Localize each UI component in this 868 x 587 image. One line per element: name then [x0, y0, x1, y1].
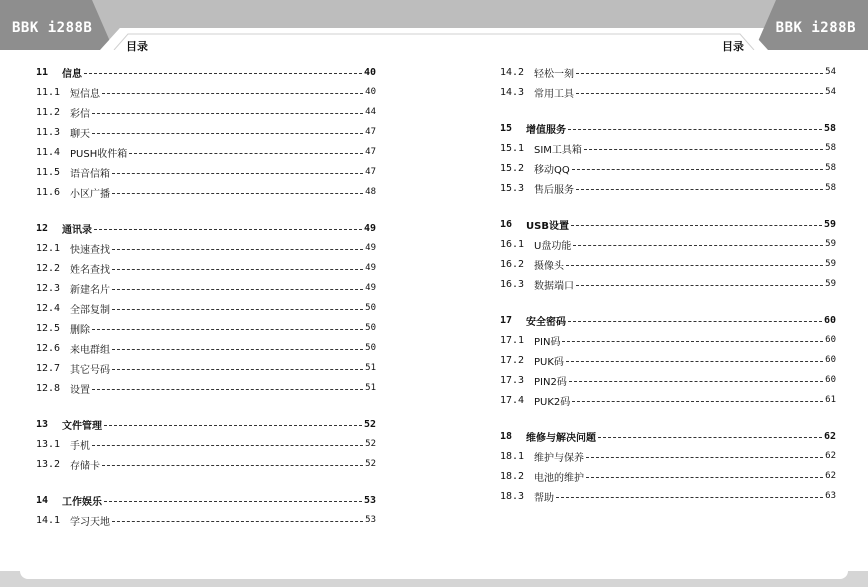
entry-number: 11.4 [36, 146, 61, 158]
dot-leader [112, 521, 363, 522]
dot-leader [572, 401, 823, 402]
entry-title: 删除 [70, 324, 90, 336]
entry-title: SIM工具箱 [534, 144, 582, 156]
entry-number: 12.7 [36, 362, 61, 374]
dot-leader [584, 149, 823, 150]
dot-leader [568, 321, 822, 322]
entry-page-number: 62 [825, 471, 836, 481]
dot-leader [112, 173, 363, 174]
entry-page-number: 51 [365, 383, 376, 393]
toc-entry-row[interactable] [36, 338, 376, 358]
toc-entry-row[interactable] [36, 238, 376, 258]
entry-number: 13.1 [36, 438, 61, 450]
entry-title: 全部复制 [70, 304, 110, 316]
section-number: 15 [500, 122, 513, 134]
entry-page-number: 59 [825, 239, 836, 249]
dot-leader [92, 389, 363, 390]
entry-title: 新建名片 [70, 284, 110, 296]
toc-entry-row[interactable] [500, 350, 836, 370]
entry-title: 学习天地 [70, 516, 110, 528]
toc-entry-row[interactable] [36, 278, 376, 298]
entry-number: 16.2 [500, 258, 525, 270]
dot-leader [94, 229, 362, 230]
toc-entry-row[interactable] [500, 254, 836, 274]
toc-section-row[interactable] [36, 218, 376, 238]
entry-page-number: 54 [825, 87, 836, 97]
dot-leader [571, 225, 822, 226]
entry-page-number: 50 [365, 343, 376, 353]
entry-title: 手机 [70, 440, 90, 452]
dot-leader [576, 189, 823, 190]
entry-page-number: 58 [825, 143, 836, 153]
entry-number: 15.3 [500, 182, 525, 194]
toc-section-row[interactable] [500, 426, 836, 446]
toc-entry-row[interactable] [500, 466, 836, 486]
section-number: 12 [36, 222, 49, 234]
entry-number: 17.2 [500, 354, 525, 366]
entry-number: 11.6 [36, 186, 61, 198]
entry-page-number: 63 [825, 491, 836, 501]
toc-entry-row[interactable] [500, 390, 836, 410]
toc-entry-row[interactable] [36, 510, 376, 530]
section-page-number: 59 [823, 218, 836, 230]
page-title-left: 目录 [126, 40, 148, 53]
entry-title: 彩信 [70, 108, 90, 120]
entry-page-number: 59 [825, 279, 836, 289]
toc-section-row[interactable] [500, 118, 836, 138]
entry-number: 14.1 [36, 514, 61, 526]
entry-page-number: 51 [365, 363, 376, 373]
entry-title: 存储卡 [70, 460, 100, 472]
entry-page-number: 62 [825, 451, 836, 461]
entry-title: 电池的维护 [534, 472, 584, 484]
entry-number: 12.4 [36, 302, 61, 314]
dot-leader [104, 425, 362, 426]
dot-leader [586, 477, 823, 478]
entry-title: 数据端口 [534, 280, 574, 292]
entry-number: 17.3 [500, 374, 525, 386]
entry-page-number: 61 [825, 395, 836, 405]
entry-number: 14.2 [500, 66, 525, 78]
toc-column-right [500, 62, 836, 522]
entry-number: 16.1 [500, 238, 525, 250]
toc-entry-row[interactable] [500, 234, 836, 254]
section-title: 维修与解决问题 [526, 432, 596, 444]
entry-page-number: 60 [825, 355, 836, 365]
entry-title: U盘功能 [534, 240, 572, 252]
page-title-right: 目录 [722, 40, 744, 53]
entry-title: PUSH收件箱 [70, 148, 128, 160]
entry-number: 11.2 [36, 106, 61, 118]
entry-title: 来电群组 [70, 344, 110, 356]
entry-number: 16.3 [500, 278, 525, 290]
toc-group [500, 214, 836, 294]
dot-leader [586, 457, 823, 458]
section-title: 安全密码 [526, 316, 566, 328]
dot-leader [568, 129, 822, 130]
section-number: 16 [500, 218, 513, 230]
section-number: 14 [36, 494, 49, 506]
toc-group [36, 218, 376, 398]
section-title: 文件管理 [62, 420, 102, 432]
entry-number: 15.1 [500, 142, 525, 154]
dot-leader [102, 465, 363, 466]
entry-number: 12.1 [36, 242, 61, 254]
dot-leader [566, 361, 823, 362]
entry-number: 12.8 [36, 382, 61, 394]
toc-entry-row[interactable] [36, 378, 376, 398]
entry-page-number: 47 [365, 127, 376, 137]
entry-page-number: 47 [365, 147, 376, 157]
dot-leader [598, 437, 822, 438]
toc-section-row[interactable] [36, 414, 376, 434]
toc-entry-row[interactable] [500, 274, 836, 294]
dot-leader [92, 329, 363, 330]
entry-page-number: 52 [365, 459, 376, 469]
dot-leader [573, 245, 823, 246]
entry-page-number: 54 [825, 67, 836, 77]
toc-column-left [36, 62, 376, 546]
entry-number: 18.1 [500, 450, 525, 462]
entry-page-number: 47 [365, 167, 376, 177]
toc-entry-row[interactable] [36, 82, 376, 102]
toc-entry-row[interactable] [36, 358, 376, 378]
entry-title: 维护与保养 [534, 452, 584, 464]
dot-leader [112, 269, 363, 270]
entry-number: 17.1 [500, 334, 525, 346]
entry-title: 轻松一刻 [534, 68, 574, 80]
entry-page-number: 49 [365, 263, 376, 273]
section-page-number: 52 [363, 418, 376, 430]
entry-title: 帮助 [534, 492, 554, 504]
entry-number: 18.2 [500, 470, 525, 482]
entry-page-number: 58 [825, 183, 836, 193]
dot-leader [562, 341, 823, 342]
entry-number: 17.4 [500, 394, 525, 406]
entry-number: 11.5 [36, 166, 61, 178]
toc-entry-row[interactable] [36, 122, 376, 142]
toc-group [500, 62, 836, 102]
toc-entry-row[interactable] [36, 142, 376, 162]
toc-section-row[interactable] [500, 214, 836, 234]
section-number: 18 [500, 430, 513, 442]
entry-number: 12.3 [36, 282, 61, 294]
entry-page-number: 40 [365, 87, 376, 97]
toc-entry-row[interactable] [500, 486, 836, 506]
toc-entry-row[interactable] [500, 82, 836, 102]
entry-page-number: 58 [825, 163, 836, 173]
entry-number: 14.3 [500, 86, 525, 98]
entry-title: 售后服务 [534, 184, 574, 196]
entry-title: PIN2码 [534, 376, 567, 388]
dot-leader [566, 265, 823, 266]
entry-title: 其它号码 [70, 364, 110, 376]
section-page-number: 53 [363, 494, 376, 506]
entry-title: 移动QQ [534, 164, 570, 176]
toc-section-row[interactable] [500, 310, 836, 330]
entry-number: 12.5 [36, 322, 61, 334]
section-title: USB设置 [526, 220, 569, 232]
toc-group [36, 414, 376, 474]
toc-entry-row[interactable] [36, 434, 376, 454]
section-title: 通讯录 [62, 224, 92, 236]
toc-entry-row[interactable] [36, 454, 376, 474]
entry-title: 语音信箱 [70, 168, 110, 180]
entry-page-number: 49 [365, 283, 376, 293]
dot-leader [576, 93, 823, 94]
entry-page-number: 60 [825, 335, 836, 345]
section-number: 17 [500, 314, 513, 326]
toc-entry-row[interactable] [36, 162, 376, 182]
entry-page-number: 50 [365, 323, 376, 333]
toc-entry-row[interactable] [36, 258, 376, 278]
entry-title: 常用工具 [534, 88, 574, 100]
toc-entry-row[interactable] [36, 182, 376, 202]
dot-leader [572, 169, 823, 170]
section-page-number: 58 [823, 122, 836, 134]
dot-leader [576, 73, 823, 74]
section-number: 13 [36, 418, 49, 430]
entry-title: 姓名查找 [70, 264, 110, 276]
dot-leader [112, 309, 363, 310]
entry-page-number: 50 [365, 303, 376, 313]
section-page-number: 40 [363, 66, 376, 78]
toc-entry-row[interactable] [500, 330, 836, 350]
section-page-number: 49 [363, 222, 376, 234]
entry-title: 设置 [70, 384, 90, 396]
dot-leader [112, 193, 363, 194]
entry-number: 11.3 [36, 126, 61, 138]
entry-page-number: 53 [365, 515, 376, 525]
section-title: 增值服务 [526, 124, 566, 136]
dot-leader [104, 501, 362, 502]
toc-entry-row[interactable] [36, 298, 376, 318]
section-page-number: 62 [823, 430, 836, 442]
entry-page-number: 52 [365, 439, 376, 449]
entry-title: 摄像头 [534, 260, 564, 272]
brand-logo-right: BBK i288B [775, 20, 856, 36]
toc-group [500, 118, 836, 198]
toc-section-row[interactable] [36, 490, 376, 510]
footer-bar [0, 571, 868, 587]
dot-leader [129, 153, 363, 154]
entry-title: PIN码 [534, 336, 561, 348]
brand-logo-left: BBK i288B [12, 20, 93, 36]
toc-group [36, 62, 376, 202]
toc-group [500, 310, 836, 410]
entry-number: 18.3 [500, 490, 525, 502]
toc-entry-row[interactable] [500, 446, 836, 466]
toc-entry-row[interactable] [500, 370, 836, 390]
section-page-number: 60 [823, 314, 836, 326]
entry-title: PUK2码 [534, 396, 571, 408]
entry-title: 短信息 [70, 88, 100, 100]
toc-entry-row[interactable] [36, 102, 376, 122]
entry-number: 15.2 [500, 162, 525, 174]
entry-title: 快速查找 [70, 244, 110, 256]
toc-section-row[interactable] [36, 62, 376, 82]
section-number: 11 [36, 66, 49, 78]
dot-leader [569, 381, 823, 382]
dot-leader [112, 249, 363, 250]
toc-entry-row[interactable] [500, 178, 836, 198]
dot-leader [84, 73, 362, 74]
dot-leader [112, 369, 363, 370]
dot-leader [92, 113, 363, 114]
entry-number: 12.6 [36, 342, 61, 354]
entry-page-number: 48 [365, 187, 376, 197]
toc-entry-row[interactable] [500, 62, 836, 82]
entry-page-number: 44 [365, 107, 376, 117]
entry-page-number: 60 [825, 375, 836, 385]
dot-leader [92, 445, 363, 446]
dot-leader [102, 93, 363, 94]
dot-leader [556, 497, 823, 498]
toc-group [36, 490, 376, 530]
toc-entry-row[interactable] [500, 138, 836, 158]
entry-page-number: 59 [825, 259, 836, 269]
toc-entry-row[interactable] [500, 158, 836, 178]
toc-entry-row[interactable] [36, 318, 376, 338]
dot-leader [92, 133, 363, 134]
entry-number: 13.2 [36, 458, 61, 470]
dot-leader [112, 289, 363, 290]
entry-title: 聊天 [70, 128, 90, 140]
dot-leader [576, 285, 823, 286]
toc-group [500, 426, 836, 506]
entry-number: 12.2 [36, 262, 61, 274]
entry-title: 小区广播 [70, 188, 110, 200]
section-title: 工作娱乐 [62, 496, 102, 508]
entry-page-number: 49 [365, 243, 376, 253]
dot-leader [112, 349, 363, 350]
entry-number: 11.1 [36, 86, 61, 98]
entry-title: PUK码 [534, 356, 564, 368]
section-title: 信息 [62, 68, 82, 80]
